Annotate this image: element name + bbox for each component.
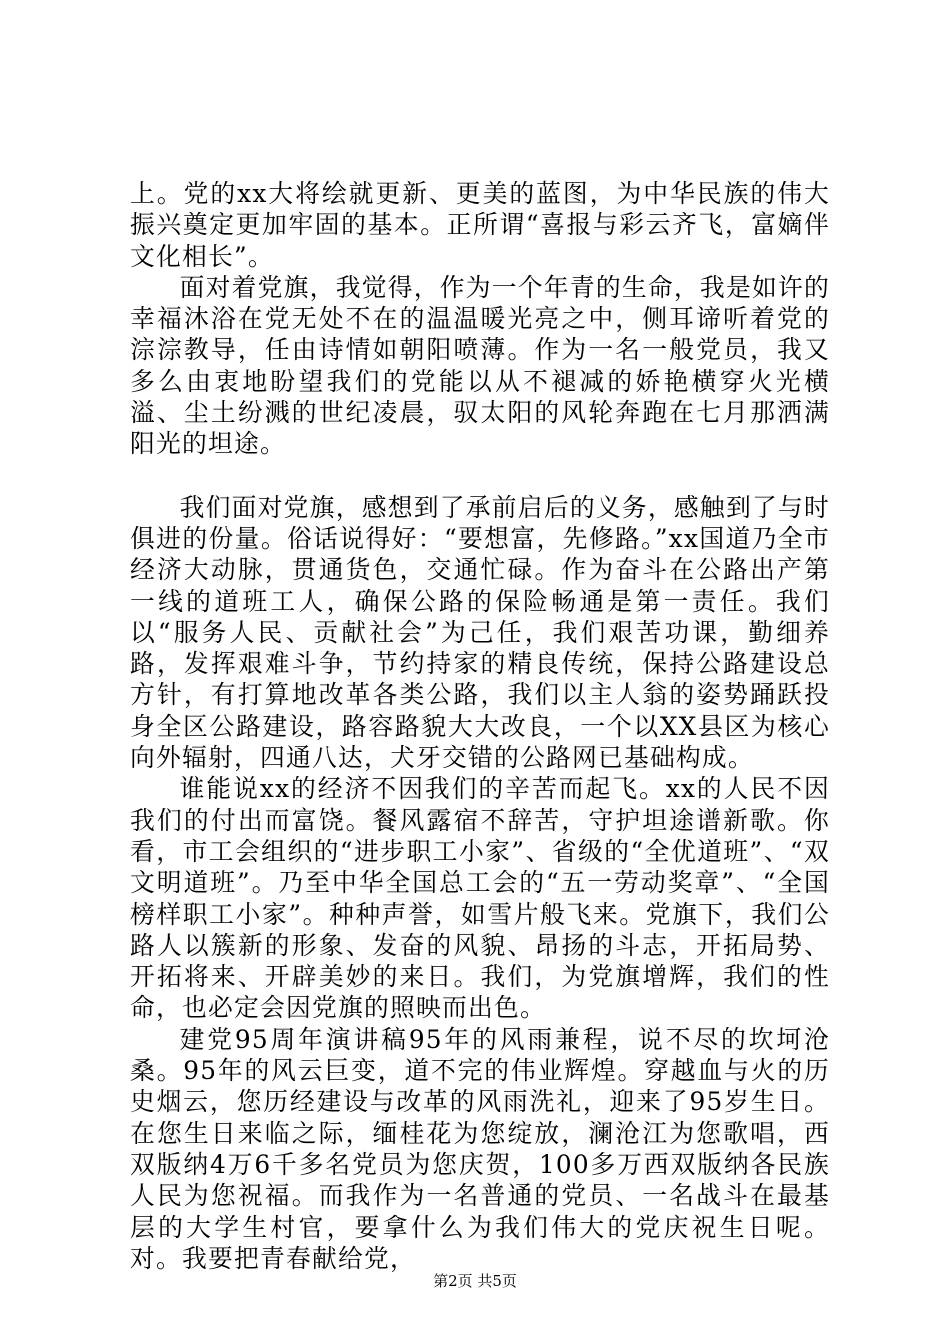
document-body xyxy=(130,178,830,1274)
paragraph-5: 建党95周年演讲稿95年的风雨兼程，说不尽的坎坷沧桑。95年的风云巨变，道不完的伟业辉煌。穿越血与火的历史烟云，您历经建设与改革的风雨洗礼，迎来了95岁生日。在您生日来临之际，缅桂花为您绽放，澜沧江为您歌唱，西双版纳4万6千多名党员为您庆贺，100多万西双版纳各民族人民为您祝福。而我作为一名普通的党员、一名战斗在最基层的大学生村官，要拿什么为我们伟大的党庆祝生日呢。对。我要把青春献给党， xyxy=(130,1024,830,1273)
paragraph-4: 谁能说xx的经济不因我们的辛苦而起飞。xx的人民不因我们的付出而富饶。餐风露宿不辞苦，守护坦途谱新歌。你看，市工会组织的“进步职工小家”、省级的“全优道班”、“双文明道班”。乃至中华全国总工会的“五一劳动奖章”、“全国榜样职工小家”。种种声誉，如雪片般飞来。党旗下，我们公路人以簇新的形象、发奋的风貌、昂扬的斗志，开拓局势、开拓将来、开辟美妙的来日。我们，为党旗增辉，我们的性命，也必定会因党旗的照映而出色。 xyxy=(130,774,830,1023)
paragraph-1: 上。党的xx大将绘就更新、更美的蓝图，为中华民族的伟大振兴奠定更加牢固的基本。正所谓“喜报与彩云齐飞，富嫡伴文化相长”。 xyxy=(130,179,830,271)
paragraph-3: 我们面对党旗，感想到了承前启后的义务，感触到了与时俱进的份量。俗话说得好：“要想富，先修路。”xx国道乃全市经济大动脉，贯通货色，交通忙碌。作为奋斗在公路出产第一线的道班工人，确保公路的保险畅通是第一责任。我们以“服务人民、贡献社会”为己任，我们艰苦功课，勤细养路，发挥艰难斗争，节约持家的精良传统，保持公路建设总方针，有打算地改革各类公路，我们以主人翁的姿势踊跃投身全区公路建设，路容路貌大大改良，一个以XX县区为核心向外辐射，四通八达，犬牙交错的公路网已基础构成。 xyxy=(130,492,830,773)
page-number: 第2页 共5页 xyxy=(433,1272,517,1290)
paragraph-2: 面对着党旗，我觉得，作为一个年青的生命，我是如许的幸福沐浴在党无处不在的温温暖光亮之中，侧耳谛听着党的淙淙教导，任由诗情如朝阳喷薄。作为一名一般党员，我又多么由衷地盼望我们的党能以从不褪减的娇艳横穿火光横溢、尘土纷溅的世纪凌晨，驭太阳的风轮奔跑在七月那洒满阳光的坦途。 xyxy=(130,272,830,459)
page-footer xyxy=(0,1271,950,1291)
paragraph-spacer xyxy=(130,460,830,492)
